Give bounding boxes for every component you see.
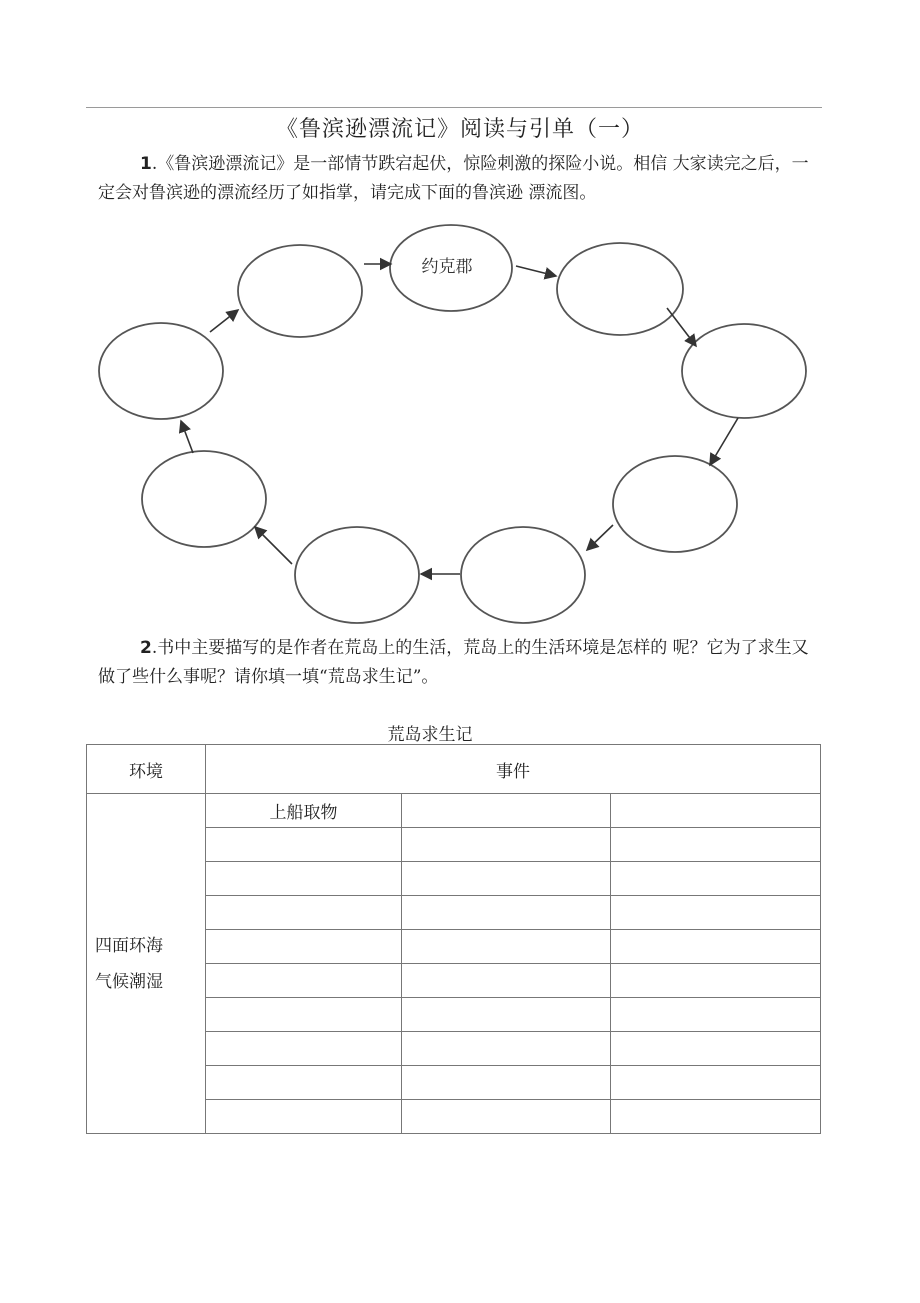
event-cell[interactable]: 上船取物 <box>206 794 402 828</box>
event-cell[interactable] <box>402 828 611 862</box>
table-header-row <box>87 745 821 794</box>
question-2-text: .书中主要描写的是作者在荒岛上的生活，荒岛上的生活环境是怎样的 呢？它为了求生又做了些什么事呢？请你填一填“荒岛求生记”。 <box>98 638 809 687</box>
survival-log-table <box>86 744 821 1134</box>
question-2-number: 2 <box>140 638 152 658</box>
flow-node-blank[interactable] <box>557 243 683 335</box>
environment-line-1: 四面环海 <box>95 935 163 956</box>
page-title: 《鲁滨逊漂流记》阅读与引单（一） <box>275 117 644 142</box>
event-cell[interactable] <box>206 930 402 964</box>
event-cell[interactable] <box>206 964 402 998</box>
event-cell[interactable] <box>206 998 402 1032</box>
flow-node-blank[interactable] <box>682 324 806 418</box>
drift-flow-diagram <box>0 200 920 630</box>
event-cell[interactable] <box>206 862 402 896</box>
flow-arrow <box>667 308 696 346</box>
event-cell[interactable] <box>402 964 611 998</box>
event-cell[interactable] <box>402 794 611 828</box>
flow-node-blank[interactable] <box>238 245 362 337</box>
flow-node-blank[interactable] <box>461 527 585 623</box>
event-cell[interactable] <box>402 1032 611 1066</box>
flow-node-start-label: 约克郡 <box>421 257 473 277</box>
question-2 <box>98 634 820 692</box>
flow-arrow <box>255 527 292 564</box>
event-cell[interactable] <box>611 930 821 964</box>
event-cell[interactable] <box>611 1066 821 1100</box>
event-cell[interactable] <box>611 964 821 998</box>
header-events: 事件 <box>206 745 821 794</box>
event-cell[interactable] <box>206 1032 402 1066</box>
table-caption: 荒岛求生记 <box>387 725 473 745</box>
event-cell[interactable] <box>206 1066 402 1100</box>
flow-arrow <box>181 421 193 453</box>
event-cell[interactable] <box>402 930 611 964</box>
header-environment: 环境 <box>87 745 206 794</box>
event-cell[interactable] <box>206 828 402 862</box>
event-cell[interactable] <box>402 896 611 930</box>
flow-arrow <box>516 266 556 276</box>
flow-node-blank[interactable] <box>613 456 737 552</box>
event-cell[interactable] <box>611 862 821 896</box>
flow-arrow <box>210 310 238 332</box>
event-cell[interactable] <box>402 1100 611 1134</box>
question-1-number: 1 <box>140 154 152 174</box>
environment-line-2: 气候潮湿 <box>95 971 163 992</box>
flow-arrow <box>587 525 613 550</box>
flow-node-blank[interactable] <box>295 527 419 623</box>
flow-arrow <box>710 418 738 465</box>
event-cell[interactable] <box>402 998 611 1032</box>
event-cell[interactable] <box>611 998 821 1032</box>
header-rule <box>86 107 822 108</box>
event-cell[interactable] <box>611 794 821 828</box>
flow-node-blank[interactable] <box>142 451 266 547</box>
environment-cell <box>87 794 206 1134</box>
question-1-text: .《鲁滨逊漂流记》是一部情节跌宕起伏，惊险刺激的探险小说。相信 大家读完之后，一定会对鲁滨逊的漂流经历了如指掌，请完成下面的鲁滨逊 漂流图。 <box>98 154 809 203</box>
event-cell[interactable] <box>611 828 821 862</box>
event-cell[interactable] <box>206 1100 402 1134</box>
table-row <box>87 794 821 828</box>
event-cell[interactable] <box>611 896 821 930</box>
event-cell[interactable] <box>402 1066 611 1100</box>
event-cell[interactable] <box>611 1032 821 1066</box>
event-cell[interactable] <box>402 862 611 896</box>
event-cell[interactable] <box>206 896 402 930</box>
flow-node-blank[interactable] <box>99 323 223 419</box>
event-cell[interactable] <box>611 1100 821 1134</box>
